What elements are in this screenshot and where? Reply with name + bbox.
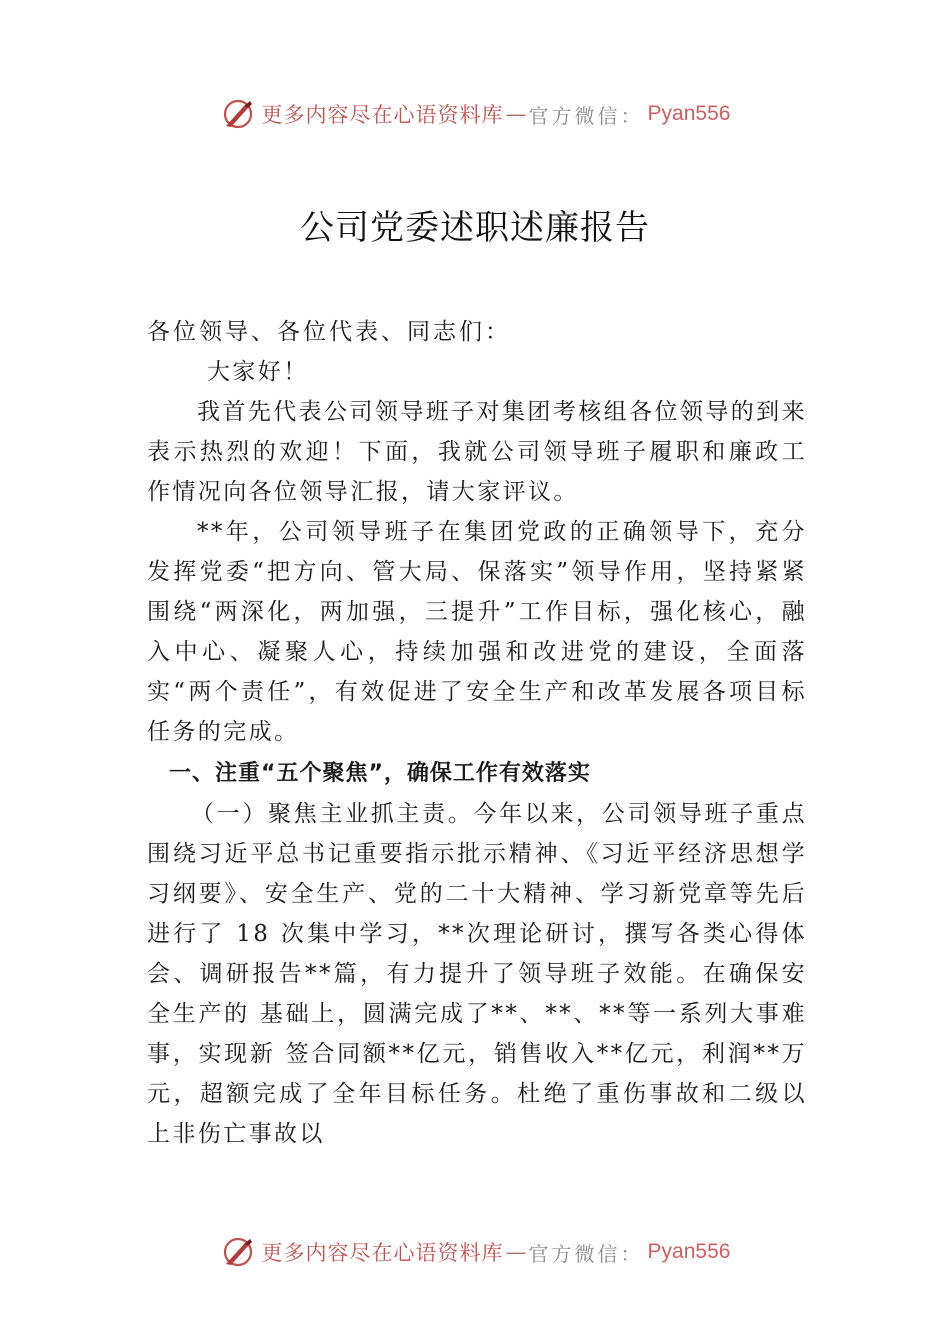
- salutation: 各位领导、各位代表、同志们：: [147, 319, 511, 345]
- document-title: 公司党委述职述廉报告: [300, 208, 650, 248]
- banner-wechat-label: 官方微信：: [528, 1241, 644, 1266]
- footer-banner: [0, 1230, 950, 1274]
- banner-brand-text: 更多内容尽在心语资料库: [261, 1241, 504, 1265]
- pen-logo-icon: [220, 96, 256, 132]
- document-body: [147, 312, 807, 1154]
- banner-dash: —: [505, 1240, 527, 1264]
- paragraph: 我首先代表公司领导班子对集团考核组各位领导的到来表示热烈的欢迎！下面，我就公司领导班子履职和廉政工作情况向各位领导汇报，请大家评议。: [147, 399, 807, 505]
- section-heading: 一、注重“五个聚焦”，确保工作有效落实: [169, 761, 591, 786]
- greeting: 大家好！: [207, 359, 309, 385]
- paragraph: **年，公司领导班子在集团党政的正确领导下，充分发挥党委“把方向、管大局、保落实”领导作用，坚持紧紧围绕“两深化，两加强，三提升”工作目标，强化核心，融入中心、凝聚人心，持续加强和改进党的建设，全面落实“两个责任”，有效促进了安全生产和改革发展各项目标任务的完成。: [147, 519, 807, 745]
- banner-wechat-id: Pyan556: [647, 102, 731, 125]
- header-banner: [0, 92, 950, 136]
- banner-wechat-label: 官方微信：: [528, 103, 644, 128]
- subsection-paragraph: （一）聚焦主业抓主责。今年以来，公司领导班子重点围绕习近平总书记重要指示批示精神、《习近平经济思想学 习纲要》、安全生产、党的二十大精神、学习新党章等先后进行了 18 次集中学习，**次理论研讨，撰写各类心得体会、调研报告**篇，有力提升了领导班子效能。在确保安全生产的 基础上，圆满完成了**、**、**等一系列大事难事，实现新 签合同额**亿元，销售收入**亿元，利润**万元，超额完成了全年目标任务。杜绝了重伤事故和二级以上非伤亡事故以: [147, 801, 807, 1147]
- banner-brand-text: 更多内容尽在心语资料库: [261, 103, 504, 127]
- pen-logo-icon: [220, 1234, 256, 1270]
- banner-wechat-id: Pyan556: [647, 1240, 731, 1263]
- banner-dash: —: [505, 102, 527, 126]
